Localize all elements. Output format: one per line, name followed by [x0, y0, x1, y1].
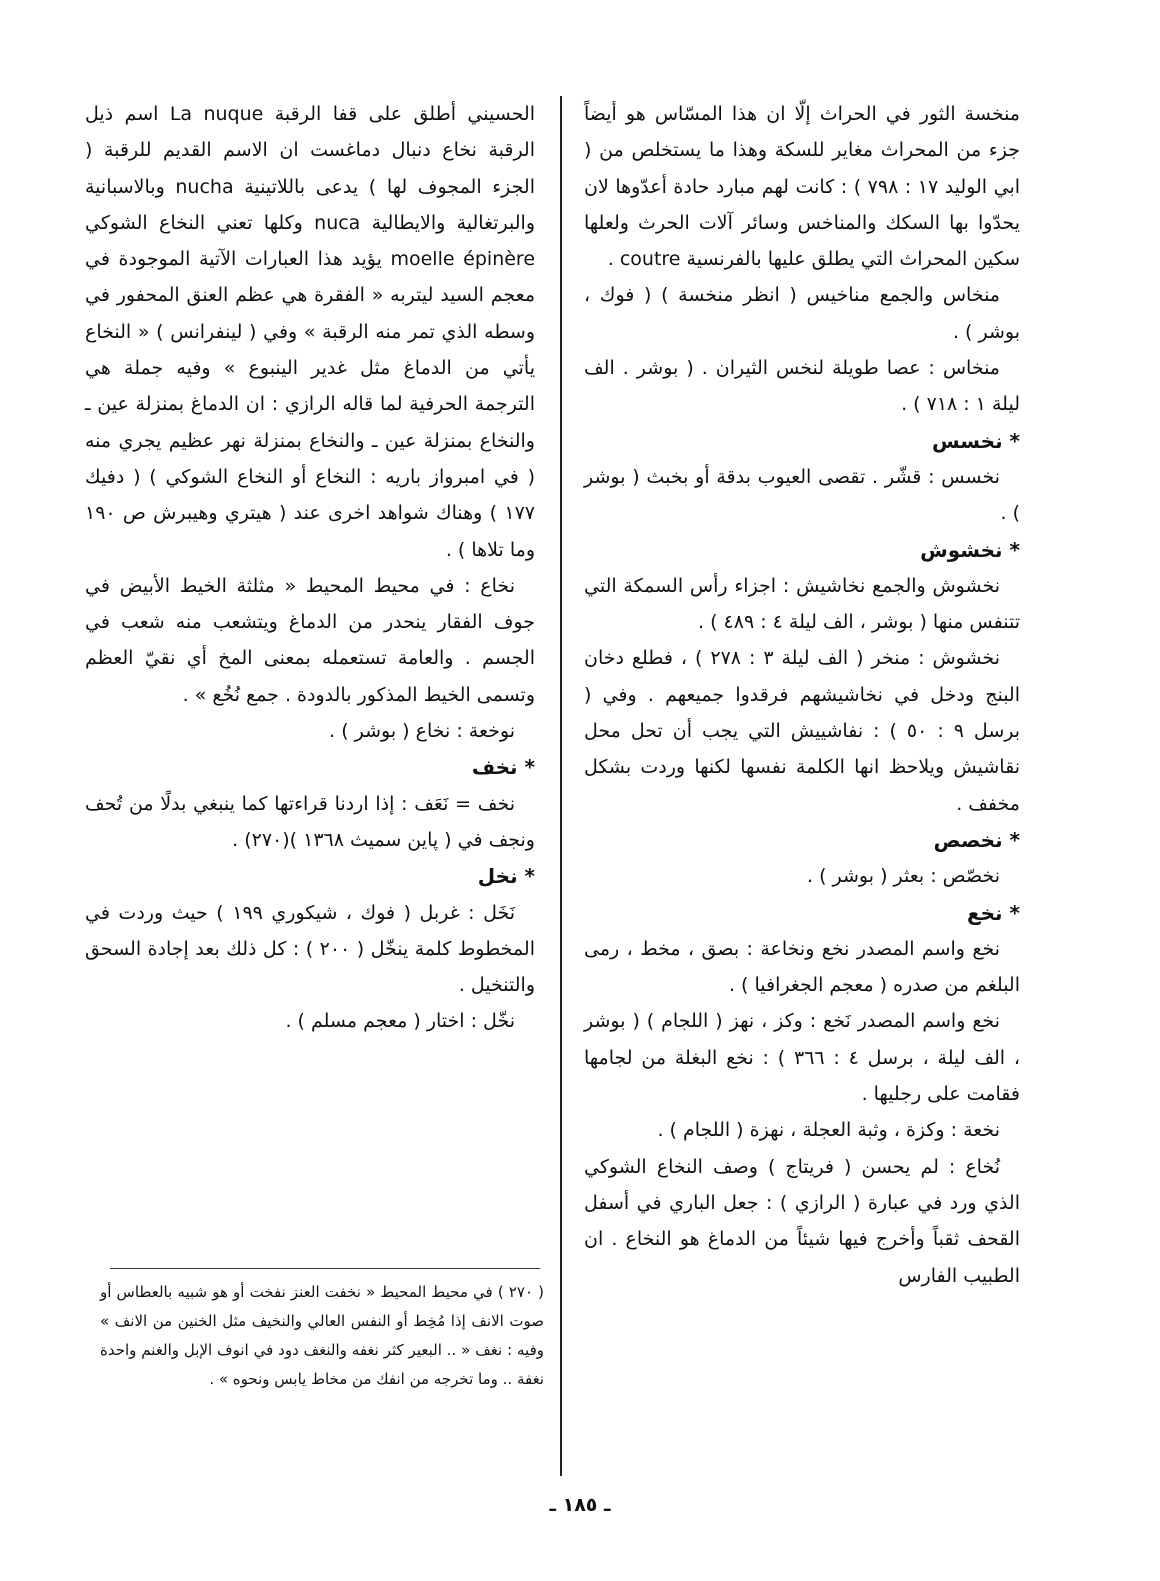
paragraph: منخاس والجمع مناخيس ( انظر منخسة ) ( فوك ، بوشر ) . — [584, 284, 1020, 343]
paragraph: نَخَل : غربل ( فوك ، شيكوري ١٩٩ ) حيث وردت في المخطوط كلمة ينخّل ( ٢٠٠ ) : كل ذلك بعد إجادة السحق والتنخيل . — [85, 901, 536, 997]
paragraph: نخاع : في محيط المحيط « مثلثة الخيط الأبيض في جوف الفقار ينحدر من الدماغ ويتشعب منه شعب في الجسم . والعامة تستعمله بمعنى المخ أي نقيّ العظم وتسمى الخيط المذكور بالدودة . جمع نُخُع » . — [85, 574, 535, 706]
paragraph: نخف = نَعَف : إذا اردنا قراءتها كما ينبغي بدلًا من تُحف ونجف في ( پاين سميث ١٣٦٨ )(٢٧٠) . — [85, 792, 535, 851]
entry-heading: * نخل — [477, 864, 535, 889]
paragraph: الحسيني أطلق على قفا الرقبة La nuque اسم ذيل الرقبة نخاع دنبال دماغست ان الاسم القديم للرقبة ( الجزء المجوف لها ) يدعى باللاتينية nucha وبالاسبانية والبرتغالية والايطالية nuca وكلها تعني النخاع الشوكي moelle épinère يؤيد هذا العبارات الآتية الموجودة في معجم السيد ليتربه « الفقرة هي عظم العنق المحفور في وسطه الذي تمر منه الرقبة » وفي ( لينفرانس ) « النخاع يأتي من الدماغ مثل غدير الينبوع » وفيه جملة هي الترجمة الحرفية لما قاله الرازي : ان الدماغ بمنزلة عين ـ والنخاع بمنزلة عين ـ والنخاع بمنزلة نهر عظيم يجري منه ( في امبرواز باريه : النخاع أو النخاع الشوكي ) ( دفيك ١٧٧ ) وهناك شواهد اخرى عند ( هيتري وهيبرش ص ١٩٠ وما تلاها ) . — [85, 103, 536, 561]
entry-heading: * نخشوش — [920, 537, 1020, 562]
entry-heading: * نخسس — [932, 428, 1020, 453]
paragraph: نخشوش والجمع نخاشيش : اجزاء رأس السمكة التي تتنفس منها ( بوشر ، الف ليلة ٤ : ٤٨٩ ) . — [584, 574, 1020, 634]
paragraph: نُخاع : لم يحسن ( فريتاج ) وصف النخاع الشوكي الذي ورد في عبارة ( الرازي ) : جعل الباري في أسفل القحف ثقباً وأخرج فيها شيئاً من الدماغ هو النخاع . ان الطبيب الفارس — [584, 1155, 1020, 1287]
paragraph: نخعة : وكزة ، وثبة العجلة ، نهزة ( اللجام ) . — [657, 1119, 1000, 1142]
left-column — [85, 96, 535, 1040]
paragraph: نخع واسم المصدر نخع ونخاعة : بصق ، مخط ، رمى البلغم من صدره ( معجم الجغرافيا ) . — [584, 937, 1020, 997]
column-divider — [560, 96, 562, 1476]
paragraph: نخصّص : بعثر ( بوشر ) . — [807, 865, 1000, 888]
entry-heading: * نخع — [966, 900, 1020, 925]
footnote — [100, 1278, 544, 1394]
paragraph: نخشوش : منخر ( الف ليلة ٣ : ٢٧٨ ) ، فطلع دخان البنج ودخل في نخاشيشهم فرقدوا جميعهم . وفي ( برسل ٩ : ٥٠ ) : نفاشييش التي يجب أن تحل محل نقاشيش ويلاحظ انها الكلمة نفسها لكنها وردت بشكل مخفف . — [584, 647, 1021, 815]
paragraph: نخع واسم المصدر نَخع : وكز ، نهز ( اللجام ) ( بوشر ، الف ليلة ، برسل ٤ : ٣٦٦ ) : نخع البغلة من لجامها فقامت على رجليها . — [584, 1010, 1021, 1106]
paragraph: منخاس : عصا طويلة لنخس الثيران . ( بوشر . الف ليلة ١ : ٧١٨ ) . — [584, 357, 1020, 416]
right-column — [584, 96, 1020, 1294]
paragraph: نخّل : اختار ( معجم مسلم ) . — [285, 1010, 515, 1033]
footnote-text: ( ٢٧٠ ) في محيط المحيط « نخفت العنز نفخت أو هو شبيه بالعطاس أو صوت الانف إذا مُخِط أو النفس العالي والنخيف مثل الخنين من الانف » وفيه : نغف « .. البعير كثر نغفه والنغف دود في انوف الإبل والغنم واحدة نغفة .. وما تخرجه من انفك من مخاط يابس ونحوه » . — [100, 1283, 544, 1388]
paragraph: نوخعة : نخاع ( بوشر ) . — [329, 720, 515, 743]
paragraph: منخسة الثور في الحراث إلّا ان هذا المسّاس هو أيضاً جزء من المحراث مغاير للسكة وهذا ما يستخلص من ( ابي الوليد ١٧ : ٧٩٨ ) : كانت لهم مبارد حادة أعدّوها لان يحدّوا بها السكك والمناخس وسائر آلات الحرث ولعلها سكين المحراث التي يطلق عليها بالفرنسية coutre . — [584, 103, 1021, 271]
page-number: ـ ١٨٥ ـ — [549, 1494, 611, 1516]
footnote-rule — [110, 1268, 540, 1269]
paragraph: نخسس : قشّر . تقصى العيوب بدقة أو بخبث ( بوشر ) . — [584, 465, 1020, 525]
entry-heading: * نخصص — [933, 827, 1020, 852]
entry-heading: * نخف — [471, 755, 535, 780]
